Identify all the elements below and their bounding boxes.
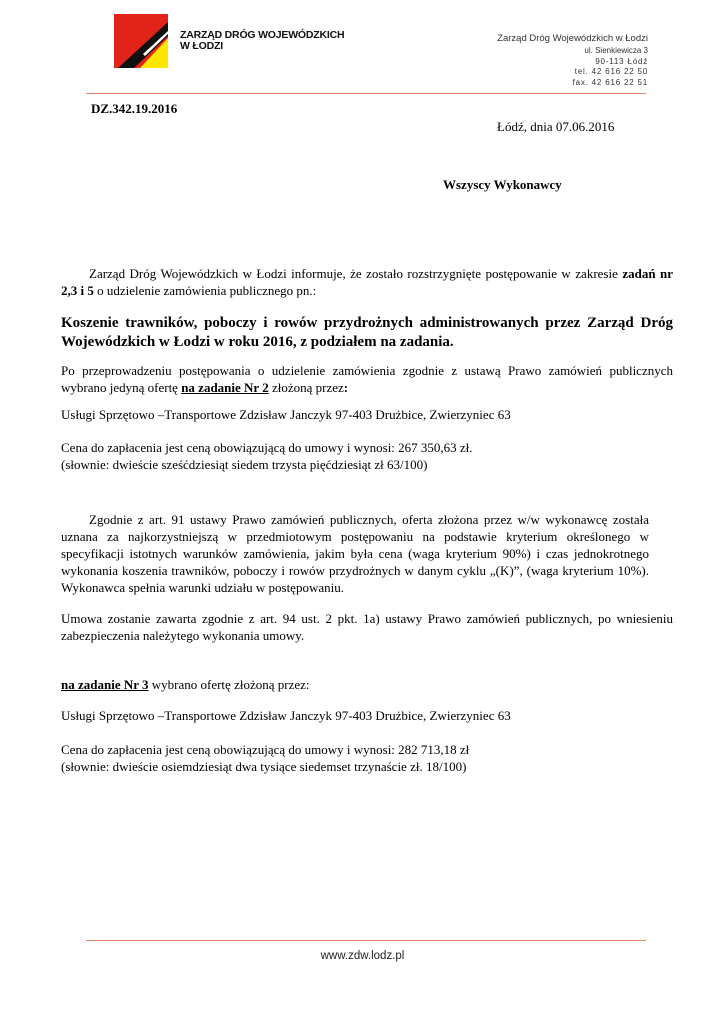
task3-contractor: Usługi Sprzętowo –Transportowe Zdzisław Janczyk 97-403 Drużbice, Zwierzyniec 63 bbox=[61, 708, 511, 723]
task3-paragraph bbox=[61, 676, 673, 693]
contact-org: Zarząd Dróg Wojewódzkich w Łodzi bbox=[497, 33, 648, 44]
task3-price-block bbox=[61, 741, 673, 775]
task3-price: Cena do zapłacenia jest ceną obowiązującą do umowy i wynosi: 282 713,18 zł bbox=[61, 742, 470, 757]
art94-paragraph: Umowa zostanie zawarta zgodnie z art. 94 ust. 2 pkt. 1a) ustawy Prawo zamówień publicznych, po wniesieniu zabezpieczenia należytego wykonania umowy. bbox=[61, 611, 673, 643]
intro-tasks-bold: zadań nr 2,3 i 5 bbox=[61, 266, 673, 298]
task3-text: wybrano ofertę złożoną przez: bbox=[148, 677, 310, 692]
logo-text-line1: ZARZĄD DRÓG WOJEWÓDZKICH bbox=[180, 29, 345, 41]
task2-colon: : bbox=[343, 380, 349, 395]
document-date: Łódź, dnia 07.06.2016 bbox=[497, 119, 615, 134]
task2-price: Cena do zapłacenia jest ceną obowiązującą do umowy i wynosi: 267 350,63 zł. bbox=[61, 440, 473, 455]
addressee: Wszyscy Wykonawcy bbox=[443, 177, 562, 192]
task3-label: na zadanie Nr 3 bbox=[61, 677, 149, 692]
task2-text-2: złożoną przez bbox=[268, 380, 344, 395]
tender-title: Koszenie trawników, poboczy i rowów przydrożnych administrowanych przez Zarząd Dróg Wojewódzkich w Łodzi w roku 2016, z podziałem na zadania. bbox=[61, 315, 673, 350]
logo-text-line2: W ŁODZI bbox=[180, 40, 223, 52]
contact-street: ul. Sienkiewicza 3 bbox=[584, 46, 648, 55]
intro-paragraph bbox=[61, 265, 673, 299]
zdw-logo-icon bbox=[114, 14, 168, 68]
contact-fax: fax. 42 616 22 51 bbox=[572, 77, 648, 87]
contact-tel: tel. 42 616 22 50 bbox=[574, 67, 648, 76]
logo-wordmark bbox=[180, 30, 344, 52]
task3-price-words: (słownie: dwieście osiemdziesiąt dwa tysiące siedemset trzynaście zł. 18/100) bbox=[61, 759, 467, 774]
intro-text-1: Zarząd Dróg Wojewódzkich w Łodzi informuje, że zostało rozstrzygnięte postępowanie w zakresie bbox=[89, 266, 623, 281]
footer-divider bbox=[86, 940, 646, 941]
task2-price-words: (słownie: dwieście sześćdziesiąt siedem trzysta pięćdziesiąt zł 63/100) bbox=[61, 457, 428, 472]
task2-contractor: Usługi Sprzętowo –Transportowe Zdzisław Janczyk 97-403 Drużbice, Zwierzyniec 63 bbox=[61, 407, 511, 422]
contact-postal: 90-113 Łódź bbox=[595, 56, 648, 66]
footer-website-link[interactable]: www.zdw.lodz.pl bbox=[320, 950, 405, 962]
intro-text-2: o udzielenie zamówienia publicznego pn.: bbox=[93, 283, 317, 298]
task2-price-block bbox=[61, 439, 673, 473]
task2-label: na zadanie Nr 2 bbox=[181, 380, 269, 395]
art91-paragraph: Zgodnie z art. 91 ustawy Prawo zamówień publicznych, oferta złożona przez w/w wykonawcę została uznana za najkorzystniejszą w przedmiotowym postępowaniu na podstawie kryterium określonego w specyfikacji istotnych warunków zamówienia, jakim była cena (waga kryterium 90%) i czas jednokrotnego wykonania koszenia trawników, poboczy i rowów przydrożnych w danym cyklu „(K)”, (waga kryterium 10%). Wykonawca spełnia warunki udziału w postępowaniu. bbox=[61, 512, 649, 595]
header-divider bbox=[86, 93, 646, 94]
document-reference: DZ.342.19.2016 bbox=[91, 101, 178, 116]
task2-paragraph bbox=[61, 362, 673, 396]
contact-block bbox=[497, 33, 648, 88]
task2-text-1: Po przeprowadzeniu postępowania o udzielenie zamówienia zgodnie z ustawą Prawo zamówień publicznych wybrano jedyną ofertę bbox=[61, 363, 673, 395]
